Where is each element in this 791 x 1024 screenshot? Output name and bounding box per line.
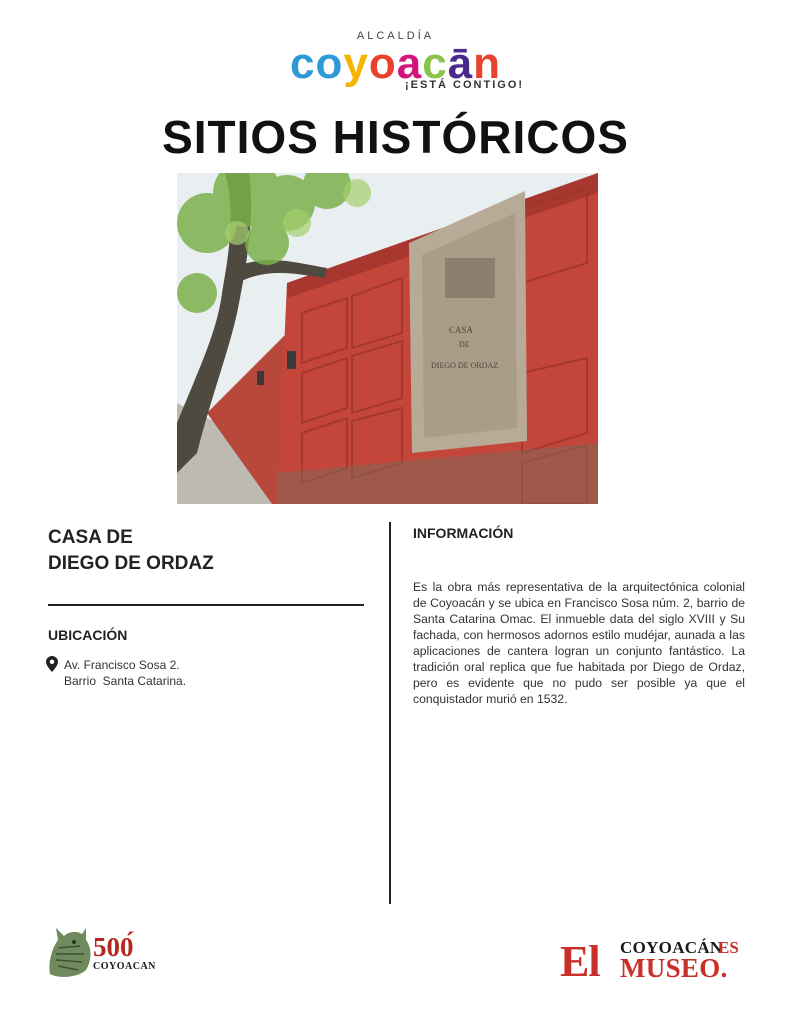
- address-line1: Av. Francisco Sosa 2.: [64, 658, 180, 672]
- logo-letter: n: [473, 39, 502, 88]
- logo-letter: o: [315, 39, 344, 88]
- info-text: Es la obra más representativa de la arquitectónica colonial de Coyoacán y se ubica en Francisco Sosa núm. 2, barrio de Santa Catarina Omac. El inmueble data del siglo XVIII y Su fachada, con hermosos adornos estilo mudéjar, aunada a las aplicaciones de cantera logran un conjunto fantástico. La tradición oral replica que fue habitada por Diego de Ordaz, pero es evidente que no pudo ser posible ya que el conquistador murió en 1532.: [413, 580, 745, 706]
- footer-coyoacan-label: COYOACAN: [93, 961, 156, 972]
- logo-alcaldia-label: ALCALDÍA: [356, 30, 435, 42]
- museo-logo-el: El: [560, 937, 600, 986]
- page-title: SITIOS HISTÓRICOS: [162, 111, 629, 163]
- museo-logo-museo: MUSEO.: [620, 953, 728, 983]
- footer-500-text: [93, 932, 134, 963]
- coyoacan-logo: [0, 40, 791, 88]
- sign-text-name: DIEGO DE ORDAZ: [431, 361, 499, 370]
- divider: [48, 604, 364, 606]
- site-name-line2: DIEGO DE ORDAZ: [48, 553, 214, 574]
- museo-logo-coyoacan: COYOACÁN: [620, 938, 723, 957]
- site-name-line1: CASA DE: [48, 527, 133, 548]
- logo-letter: y: [343, 39, 369, 88]
- address-line2: Barrio Santa Catarina.: [64, 674, 187, 688]
- footer-500-number: 50: [93, 932, 120, 962]
- location-heading: UBICACIÓN: [48, 627, 128, 643]
- coyote-head-icon: [46, 924, 94, 980]
- historic-site-photo: [177, 173, 598, 504]
- sign-text-de: DE: [459, 340, 470, 349]
- logo-letter: a: [396, 39, 423, 88]
- logo-letter: o: [368, 39, 397, 88]
- museo-logo-es: ES: [718, 938, 739, 957]
- column-divider: [389, 522, 391, 904]
- sign-text-casa: CASA: [449, 325, 474, 335]
- info-heading: INFORMACIÓN: [413, 525, 514, 541]
- logo-letter: c: [289, 39, 316, 88]
- logo-letter: c: [422, 39, 448, 88]
- footer-500-accent: 0́: [120, 932, 134, 962]
- logo-tagline: ¡ESTÁ CONTIGO!: [405, 79, 525, 91]
- logo-letter: ā: [447, 39, 474, 88]
- location-pin-icon: [46, 656, 58, 672]
- address: [64, 657, 186, 689]
- site-name: [48, 525, 214, 577]
